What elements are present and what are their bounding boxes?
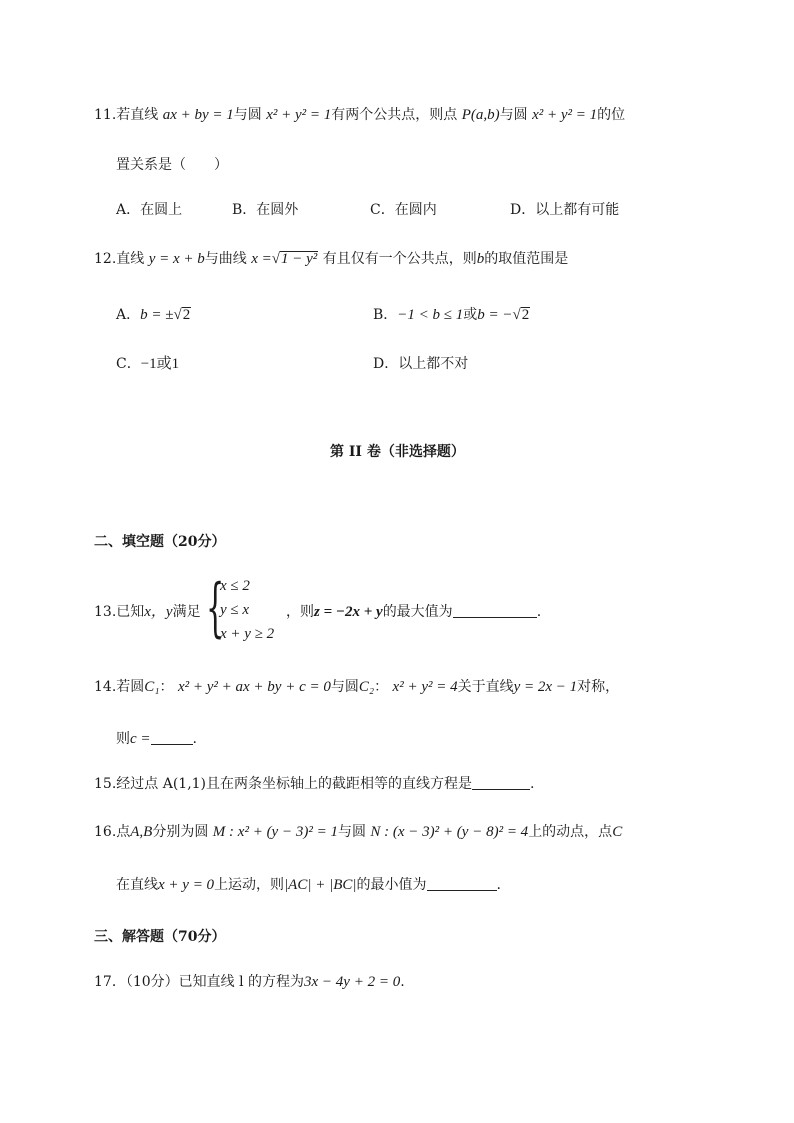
q13-constraint-1: x ≤ 2 — [220, 578, 250, 594]
q13-line-tail: ，则z = −2x + y的最大值为 . — [286, 604, 542, 620]
q14-circle1-eq: x² + y² + ax + by + c = 0 — [177, 679, 331, 695]
q16-line2: 在直线x + y = 0上运动，则|AC| + |BC|的最小值为 . — [116, 877, 501, 893]
q13-brace: { — [206, 571, 225, 645]
q11-option-b[interactable]: B．在圆外 — [232, 202, 299, 218]
q12-number: 12. — [94, 251, 117, 267]
q12-line-eq: y = x + b — [148, 251, 205, 267]
part2-heading: 二、填空题（20分） — [94, 534, 226, 550]
q14-answer-blank[interactable] — [151, 730, 193, 745]
q15-text: 15.经过点 A(1,1)且在两条坐标轴上的截距相等的直线方程是 — [94, 776, 473, 792]
q12-curve-radicand: 1 − y² — [281, 251, 318, 267]
q13-constraint-system — [206, 571, 275, 646]
q14-number: 14. — [94, 679, 117, 695]
q11-line2: 置关系是（ ） — [116, 157, 228, 173]
q16-answer-blank[interactable] — [427, 876, 497, 891]
q17-text: 17．（10分）已知直线 l 的方程为 — [94, 974, 305, 990]
q16-circle-m: M : x² + (y − 3)² = 1 — [212, 824, 338, 840]
q12-option-d[interactable]: D．以上都不对 — [373, 356, 469, 372]
q13-constraint-2: y ≤ x — [220, 602, 250, 618]
q11-circle-eq-2: x² + y² = 1 — [532, 107, 598, 123]
q11-option-c[interactable]: C．在圆内 — [370, 202, 437, 218]
q16-circle-n: N : (x − 3)² + (y − 8)² = 4 — [370, 824, 529, 840]
q16-line1: 16.点A,B分别为圆 M : x² + (y − 3)² = 1与圆 N : (x − 3)² + (y − 8)² = 4上的动点，点C — [94, 824, 623, 840]
q12-option-c[interactable]: C．−1或1 — [116, 356, 180, 372]
q12-option-a[interactable]: A．b = ±√2 — [116, 307, 191, 323]
q13-number: 13. — [94, 604, 117, 620]
q12-line1: 12.直线 y = x + b与曲线 x =√1 − y² 有且仅有一个公共点，则b的取值范围是 — [94, 251, 569, 267]
q13-constraint-3: x + y ≥ 2 — [220, 626, 275, 642]
q12-option-b[interactable]: B．−1 < b ≤ 1或b = −√2 — [373, 307, 530, 323]
q16-abs-sum: |AC| + |BC| — [284, 877, 357, 893]
q11-option-a[interactable]: A．在圆上 — [116, 202, 183, 218]
q11-option-d[interactable]: D．以上都有可能 — [510, 202, 620, 218]
q13-answer-blank[interactable] — [453, 603, 537, 618]
q17-line-eq: 3x − 4y + 2 = 0 — [304, 974, 401, 990]
q11-point: P(a,b) — [461, 107, 500, 123]
q14-line-eq: y = 2x − 1 — [513, 679, 578, 695]
q13-objective: z = −2x + y — [314, 604, 383, 620]
q11-number: 11. — [94, 107, 117, 123]
q14-line2: 则c = . — [116, 731, 197, 747]
q13-line: 13.已知x，y满足 — [94, 604, 201, 620]
q17-line: 17．（10分）已知直线 l 的方程为3x − 4y + 2 = 0. — [94, 974, 405, 990]
q14-line1: 14.若圆C₁： x² + y² + ax + by + c = 0与圆C₂： x² + y² = 4关于直线y = 2x − 1对称， — [94, 679, 620, 695]
q11-circle-eq: x² + y² = 1 — [266, 107, 332, 123]
q15-line: 15.经过点 A(1,1)且在两条坐标轴上的截距相等的直线方程是 . — [94, 776, 535, 792]
q14-circle2-eq: x² + y² = 4 — [392, 679, 458, 695]
section-title: 第 II 卷（非选择题） — [330, 444, 465, 460]
q11-line-eq: ax + by = 1 — [162, 107, 234, 123]
q12-curve-lhs: x = — [251, 251, 272, 267]
q16-number: 16. — [94, 824, 117, 840]
q11-line1: 11.若直线 ax + by = 1与圆 x² + y² = 1有两个公共点，则点 P(a,b)与圆 x² + y² = 1的位 — [94, 107, 626, 123]
part3-heading: 三、解答题（70分） — [94, 929, 226, 945]
q15-answer-blank[interactable] — [472, 775, 530, 790]
